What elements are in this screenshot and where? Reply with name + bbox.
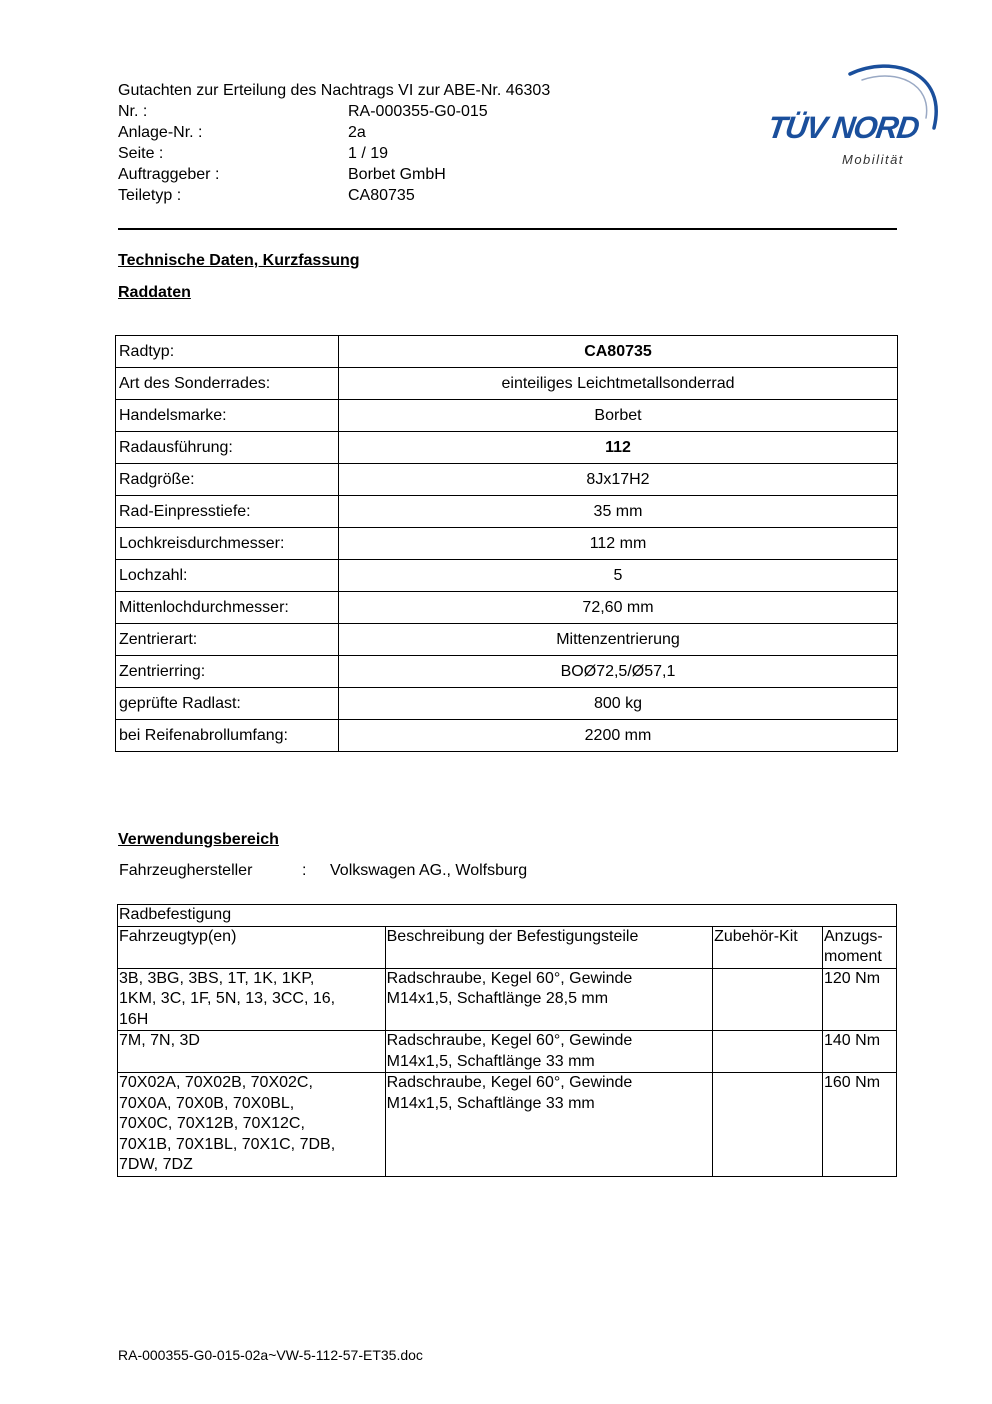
- raddaten-value: 112 mm: [339, 528, 898, 560]
- raddaten-value: 35 mm: [339, 496, 898, 528]
- section-technische-daten: Technische Daten, Kurzfassung: [118, 252, 360, 269]
- anzugsmoment-cell: 140 Nm: [823, 1031, 897, 1073]
- raddaten-label: Handelsmarke:: [116, 400, 339, 432]
- header-field-value: RA-000355-G0-015: [348, 103, 488, 120]
- table-row: [116, 720, 898, 752]
- table-row: [116, 496, 898, 528]
- table-row: [116, 592, 898, 624]
- beschreibung-cell: Radschraube, Kegel 60°, Gewinde M14x1,5, Schaftlänge 33 mm: [385, 1031, 712, 1073]
- table-row: [116, 432, 898, 464]
- header-field-label: Anlage-Nr. :: [118, 124, 203, 141]
- raddaten-label: Zentrierring:: [116, 656, 339, 688]
- table-row: [116, 464, 898, 496]
- header-field-value: CA80735: [348, 187, 415, 204]
- logo-sub-text: Mobilität: [842, 152, 904, 167]
- header-beschreibung: Beschreibung der Befestigungsteile: [385, 926, 712, 968]
- radbefestigung-table: [117, 904, 897, 1177]
- beschreibung-cell: Radschraube, Kegel 60°, Gewinde M14x1,5, Schaftlänge 28,5 mm: [385, 968, 712, 1031]
- header-field-value: 2a: [348, 124, 366, 141]
- raddaten-value: 5: [339, 560, 898, 592]
- header-field-value: Borbet GmbH: [348, 166, 446, 183]
- table-row: [118, 1031, 897, 1073]
- table-caption: Radbefestigung: [118, 905, 897, 927]
- raddaten-table: [115, 335, 898, 752]
- raddaten-label: Radgröße:: [116, 464, 339, 496]
- hersteller-value: Volkswagen AG., Wolfsburg: [330, 862, 528, 879]
- table-row: [116, 688, 898, 720]
- table-caption-row: [118, 905, 897, 927]
- raddaten-value: BOØ72,5/Ø57,1: [339, 656, 898, 688]
- header-anzugsmoment: Anzugs- moment: [823, 926, 897, 968]
- raddaten-value: Borbet: [339, 400, 898, 432]
- table-row: [116, 560, 898, 592]
- raddaten-value: 800 kg: [339, 688, 898, 720]
- header-field-label: Nr. :: [118, 103, 148, 120]
- raddaten-label: Rad-Einpresstiefe:: [116, 496, 339, 528]
- raddaten-value: 2200 mm: [339, 720, 898, 752]
- table-row: [118, 968, 897, 1031]
- fahrzeugtyp-cell: 3B, 3BG, 3BS, 1T, 1K, 1KP, 1KM, 3C, 1F, 5N, 13, 3CC, 16, 16H: [118, 968, 386, 1031]
- section-raddaten: Raddaten: [118, 284, 191, 301]
- raddaten-value: 112: [339, 432, 898, 464]
- table-row: [116, 624, 898, 656]
- anzugsmoment-cell: 160 Nm: [823, 1073, 897, 1177]
- raddaten-label: Zentrierart:: [116, 624, 339, 656]
- table-row: [116, 400, 898, 432]
- tuev-nord-logo: [762, 58, 942, 173]
- header-divider: [118, 228, 897, 230]
- table-row: [116, 656, 898, 688]
- raddaten-label: Art des Sonderrades:: [116, 368, 339, 400]
- document-title: Gutachten zur Erteilung des Nachtrags VI zur ABE-Nr. 46303: [118, 82, 551, 99]
- raddaten-label: Radausführung:: [116, 432, 339, 464]
- raddaten-value: Mittenzentrierung: [339, 624, 898, 656]
- anzugsmoment-cell: 120 Nm: [823, 968, 897, 1031]
- section-verwendungsbereich: Verwendungsbereich: [118, 831, 279, 848]
- hersteller-label: Fahrzeughersteller: [119, 862, 253, 879]
- hersteller-separator: :: [302, 862, 307, 879]
- header-zubehoer-kit: Zubehör-Kit: [713, 926, 823, 968]
- fahrzeugtyp-cell: 7M, 7N, 3D: [118, 1031, 386, 1073]
- table-row: [116, 368, 898, 400]
- table-row: [116, 528, 898, 560]
- raddaten-label: geprüfte Radlast:: [116, 688, 339, 720]
- header-field-label: Auftraggeber :: [118, 166, 220, 183]
- header-field-label: Teiletyp :: [118, 187, 182, 204]
- raddaten-value: CA80735: [339, 336, 898, 368]
- table-row: [118, 1073, 897, 1177]
- table-row: [116, 336, 898, 368]
- zubehoer-kit-cell: [713, 1073, 823, 1177]
- raddaten-label: bei Reifenabrollumfang:: [116, 720, 339, 752]
- header-field-label: Seite :: [118, 145, 164, 162]
- zubehoer-kit-cell: [713, 968, 823, 1031]
- zubehoer-kit-cell: [713, 1031, 823, 1073]
- footer-filename: RA-000355-G0-015-02a~VW-5-112-57-ET35.doc: [118, 1347, 423, 1363]
- raddaten-label: Mittenlochdurchmesser:: [116, 592, 339, 624]
- header-fahrzeugtyp: Fahrzeugtyp(en): [118, 926, 386, 968]
- raddaten-label: Lochkreisdurchmesser:: [116, 528, 339, 560]
- raddaten-label: Lochzahl:: [116, 560, 339, 592]
- fahrzeugtyp-cell: 70X02A, 70X02B, 70X02C, 70X0A, 70X0B, 70X0BL, 70X0C, 70X12B, 70X12C, 70X1B, 70X1BL, 70X1C, 7DB, 7DW, 7DZ: [118, 1073, 386, 1177]
- logo-brand-text: TÜV NORD: [765, 110, 921, 145]
- beschreibung-cell: Radschraube, Kegel 60°, Gewinde M14x1,5, Schaftlänge 33 mm: [385, 1073, 712, 1177]
- table-header-row: [118, 926, 897, 968]
- raddaten-value: einteiliges Leichtmetallsonderrad: [339, 368, 898, 400]
- header-field-value: 1 / 19: [348, 145, 389, 162]
- raddaten-value: 72,60 mm: [339, 592, 898, 624]
- raddaten-value: 8Jx17H2: [339, 464, 898, 496]
- raddaten-label: Radtyp:: [116, 336, 339, 368]
